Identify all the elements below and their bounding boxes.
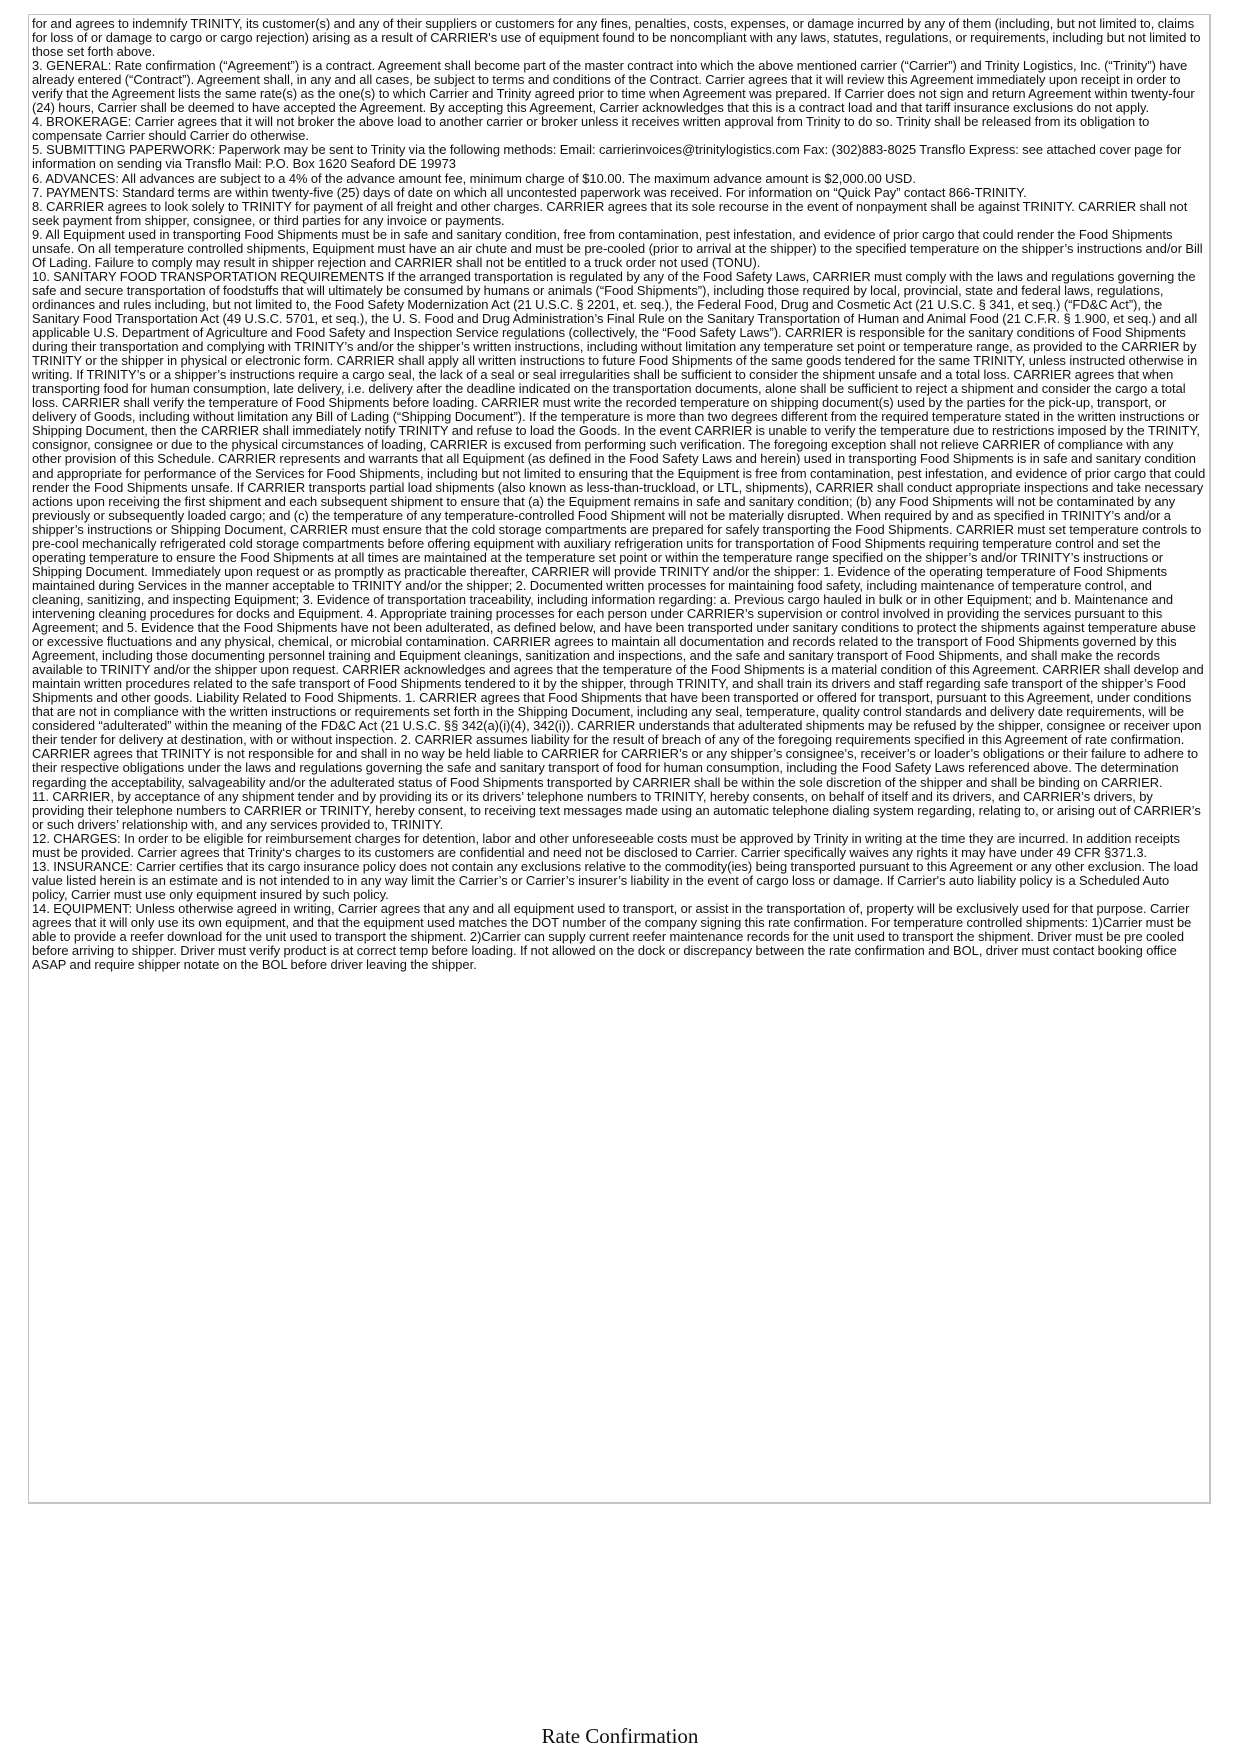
clause-4-brokerage: 4. BROKERAGE: Carrier agrees that it will not broker the above load to another carrier or broker unless it receives written approval from Trinity to do so. Trinity shall be released from its obligation to compensate Carrier should Carrier do otherwise. bbox=[32, 114, 1150, 144]
clause-12-charges: 12. CHARGES: In order to be eligible for reimbursement charges for detention, labor and other unforeseeable costs must be approved by Trinity in writing at the time they are incurred. In addition receipts must be provided. Carrier agrees that Trinity‘s charges to its customers are confidential and need not be disclosed to Carrier. Carrier specifically waives any rights it may have under 49 CFR §371.3. bbox=[32, 830, 1180, 860]
clause-indemnify-continuation: for and agrees to indemnify TRINITY, its customer(s) and any of their suppliers or customers for any fines, penalties, costs, expenses, or damage incurred by any of them (including, but not limited to, claims for loss of or damage to cargo or cargo rejection) arising as a result of CARRIER's use of equipment found to be noncompliant with any laws, statutes, regulations, or requirements, including but not limited to those set forth above. bbox=[32, 16, 1201, 60]
page-footer-title: Rate Confirmation bbox=[541, 1724, 699, 1748]
clause-5-submitting-paperwork: 5. SUBMITTING PAPERWORK: Paperwork may be sent to Trinity via the following methods: Email: carrierinvoices@trinitylogistics.com Fax: (302)883-8025 Transflo Express: see attached cover page for information on sending via Transflo Mail: P.O. Box 1620 Seaford DE 19973 bbox=[32, 142, 1182, 172]
clause-7-payments: 7. PAYMENTS: Standard terms are within twenty-five (25) days of date on which all uncontested paperwork was received. For information on “Quick Pay” contact 866-TRINITY. bbox=[32, 184, 1027, 200]
clause-14-equipment: 14. EQUIPMENT: Unless otherwise agreed in writing, Carrier agrees that any and all equipment used to transport, or assist in the transportation of, property will be exclusively used for that purpose. Carrier agrees that it will only use its own equipment, and that the equipment used matches the DOT number of the company signing this rate confirmation. For temperature controlled shipments: 1)Carrier must be able to provide a reefer download for the unit used to transport the shipment. 2)Carrier can supply current reefer maintenance records for the unit used to transport the shipment. Driver must be pre cooled before arriving to shipper. Driver must verify product is at correct temp before loading. If not allowed on the dock or discrepancy between the rate confirmation and BOL, driver must contact booking office ASAP and require shipper notate on the BOL before driver leaving the shipper. bbox=[32, 900, 1192, 973]
clause-8-payment-recourse: 8. CARRIER agrees to look solely to TRINITY for payment of all freight and other charges. CARRIER agrees that its sole recourse in the event of nonpayment shall be against TRINITY. CARRIER shall not seek payment from shipper, consignee, or third parties for any invoice or payments. bbox=[32, 198, 1188, 228]
clause-11-text-message-consent: 11. CARRIER, by acceptance of any shipment tender and by providing its or its drivers’ telephone numbers to TRINITY, hereby consents, on behalf of itself and its drivers, and CARRIER’s drivers, by providing their telephone numbers to CARRIER or TRINITY, hereby consent, to receiving text messages made using an automatic telephone dialing system regarding, relating to, or arising out of CARRIER’s or such drivers’ relationship with, and any services provided to, TRINITY. bbox=[32, 788, 1201, 832]
clause-3-general: 3. GENERAL: Rate confirmation (“Agreement”) is a contract. Agreement shall become part of the master contract into which the above mentioned carrier (“Carrier”) and Trinity Logistics, Inc. (“Trinity”) have already entered (“Contract”). Agreement shall, in any and all cases, be subject to terms and conditions of the Contract. Carrier agrees that it will review this Agreement immediately upon receipt in order to verify that the Agreement lists the same rate(s) as the one(s) to which Carrier and Trinity agreed prior to time when Agreement was prepared. If Carrier does not sign and return Agreement within twenty-four (24) hours, Carrier shall be deemed to have accepted the Agreement. By accepting this Agreement, Carrier acknowledges that this is a contract load and that tariff insurance exclusions do not apply. bbox=[32, 58, 1195, 116]
clause-13-insurance: 13. INSURANCE: Carrier certifies that its cargo insurance policy does not contain any exclusions relative to the commodity(ies) being transported pursuant to this Agreement or any other exclusion. The load value listed herein is an estimate and is not intended to in any way limit the Carrier’s or Carrier’s insurer’s liability in the event of cargo loss or damage. If Carrier's auto liability policy is a Scheduled Auto policy, Carrier must use only equipment insured by such policy. bbox=[32, 858, 1199, 902]
terms-and-conditions-box bbox=[28, 14, 1211, 1504]
clause-6-advances: 6. ADVANCES: All advances are subject to a 4% of the advance amount fee, minimum charge of $10.00. The maximum advance amount is $2,000.00 USD. bbox=[32, 170, 916, 186]
clause-10-sanitary-food-transportation: 10. SANITARY FOOD TRANSPORTATION REQUIREMENTS If the arranged transportation is regulated by any of the Food Safety Laws, CARRIER must comply with the laws and regulations governing the safe and secure transportation of foodstuffs that will ultimately be consumed by humans or animals (“Food Shipments”), including those required by local, provincial, state and federal laws, regulations, ordinances and rules including, but not limited to, the Food Safety Modernization Act (21 U.S.C. § 2201, et. seq.), the Federal Food, Drug and Cosmetic Act (21 U.S.C. § 341, et seq.) (“FD&C Act”), the Sanitary Food Transportation Act (49 U.S.C. 5701, et seq.), the U. S. Food and Drug Administration’s Final Rule on the Sanitary Transportation of Human and Animal Food (21 C.F.R. § 1.900, et seq.) and all applicable U.S. Department of Agriculture and Food Safety and Inspection Service regulations (collectively, the “Food Safety Laws”). CARRIER is responsible for the sanitary conditions of Food Shipments during their transportation and complying with TRINITY’s and/or the shipper’s written instructions, including without limitation any temperature set point or temperature range, as provided to the CARRIER by TRINITY or the shipper in physical or electronic form. CARRIER shall apply all written instructions to future Food Shipments of the same goods tendered for the same TRINITY, unless instructed otherwise in writing. If TRINITY’s or a shipper’s instructions require a cargo seal, the lack of a seal or seal irregularities shall be sufficient to consider the shipment unsafe and a total loss. CARRIER agrees that when transporting food for human consumption, late delivery, i.e. delivery after the deadline indicated on the transportation documents, alone shall be sufficient to reject a shipment and consider the cargo a total loss. CARRIER shall verify the temperature of Food Shipments before loading. CARRIER must write the recorded temperature on shipping document(s) used by the parties for the pick-up, transport, or delivery of Goods, including without limitation any Bill of Lading (“Shipping Document”). If the temperature is more than two degrees different from the required temperature stated in the written instructions or Shipping Document, then the CARRIER shall immediately notify TRINITY and refuse to load the Goods. In the event CARRIER is unable to verify the temperature due to restrictions imposed by the TRINITY, consignor, consignee or due to the physical circumstances of loading, CARRIER is excused from performing such verification. The foregoing exception shall not relieve CARRIER of compliance with any other provision of this Schedule. CARRIER represents and warrants that all Equipment (as defined in the Food Safety Laws and herein) used in transporting Food Shipments is in safe and sanitary condition and appropriate for performance of the Services for Food Shipments, including but not limited to ensuring that the Equipment is free from contamination, pest infestation, and evidence of prior cargo that could render the Food Shipments unsafe. If CARRIER transports partial load shipments (also known as less-than-truckload, or LTL, shipments), CARRIER shall conduct appropriate inspections and take necessary actions upon receiving the first shipment and each subsequent shipment to ensure that (a) the Equipment remains in safe and sanitary condition; (b) any Food Shipments will not be contaminated by any previously or subsequently loaded cargo; and (c) the temperature of any temperature-controlled Food Shipment will not be materially disrupted. When required by and as specified in TRINITY’s and/or a shipper’s instructions or Shipping Document, CARRIER must ensure that the cold storage compartments are prepared for safely transporting the Food Shipments. CARRIER must set temperature controls to pre-cool mechanically refrigerated cold storage compartments before offering equipment with auxiliary refrigeration units for transportation of Food Shipments requiring temperature control and set the operating temperature to ensure the Food Shipments at all times are maintained at the temperature set point or within the temperature range specified on the shipper’s and/or TRINITY’s instructions or Shipping Document. Immediately upon request or as promptly as practicable thereafter, CARRIER will provide TRINITY and/or the shipper: 1. Evidence of the operating temperature of Food Shipments maintained during Services in the manner acceptable to TRINITY and/or the shipper; 2. Documented written processes for maintaining food safety, including maintenance of temperature control, and cleaning, sanitizing, and inspecting Equipment; 3. Evidence of transportation traceability, including information regarding: a. Previous cargo hauled in bulk or in other Equipment; and b. Maintenance and intervening cleaning procedures for docks and Equipment. 4. Appropriate training processes for each person under CARRIER’s supervision or control involved in providing the services pursuant to this Agreement; and 5. Evidence that the Food Shipments have not been adulterated, as defined below, and have been transported under sanitary conditions to protect the shipments against temperature abuse or excessive fluctuations and any physical, chemical, or microbial contamination. CARRIER agrees to maintain all documentation and records related to the transport of Food Shipments governed by this Agreement, including those documenting personnel training and Equipment cleanings, sanitization and inspections, and the safe and sanitary transport of Food Shipments, and shall make the records available to TRINITY and/or the shipper upon request. CARRIER acknowledges and agrees that the temperature of the Food Shipments is a material condition of this Agreement. CARRIER shall develop and maintain written procedures related to the safe transport of Food Shipments tendered to it by the shipper, through TRINITY, and shall train its drivers and staff regarding safe transport of the shipper’s Food Shipments and other goods. Liability Related to Food Shipments. 1. CARRIER agrees that Food Shipments that have been transported or offered for transport, pursuant to this Agreement, under conditions that are not in compliance with the written instructions or requirements set forth in the Shipping Document, including any seal, temperature, quality control standards and delivery date requirements, will be considered “adulterated” within the meaning of the FD&C Act (21 U.S.C. §§ 342(a)(i)(4), 342(i)). CARRIER understands that adulterated shipments may be refused by the shipper, consignee or receiver upon their tender for delivery at destination, with or without inspection. 2. CARRIER assumes liability for the result of breach of any of the foregoing requirements specified in this Agreement of rate confirmation. CARRIER agrees that TRINITY is not responsible for and shall in no way be held liable to CARRIER for CARRIER’s or any shipper’s consignee’s, receiver’s or loader’s obligations or their failure to adhere to their respective obligations under the laws and regulations governing the safe and sanitary transport of food for human consumption, including the Food Safety Laws referenced above. The determination regarding the acceptability, salvageability and/or the adulterated status of Food Shipments transported by CARRIER shall be within the sole discretion of the shipper and shall be binding on CARRIER. bbox=[32, 268, 1206, 790]
clause-9-equipment-condition: 9. All Equipment used in transporting Food Shipments must be in safe and sanitary condition, free from contamination, pest infestation, and evidence of prior cargo that could render the Food Shipments unsafe. On all temperature controlled shipments, Equipment must have an air chute and must be pre-cooled (prior to arrival at the shipper) to the specified temperature on the shipper’s instructions and/or Bill Of Lading. Failure to comply may result in shipper rejection and CARRIER shall not be entitled to a truck order not used (TONU). bbox=[32, 226, 1203, 270]
